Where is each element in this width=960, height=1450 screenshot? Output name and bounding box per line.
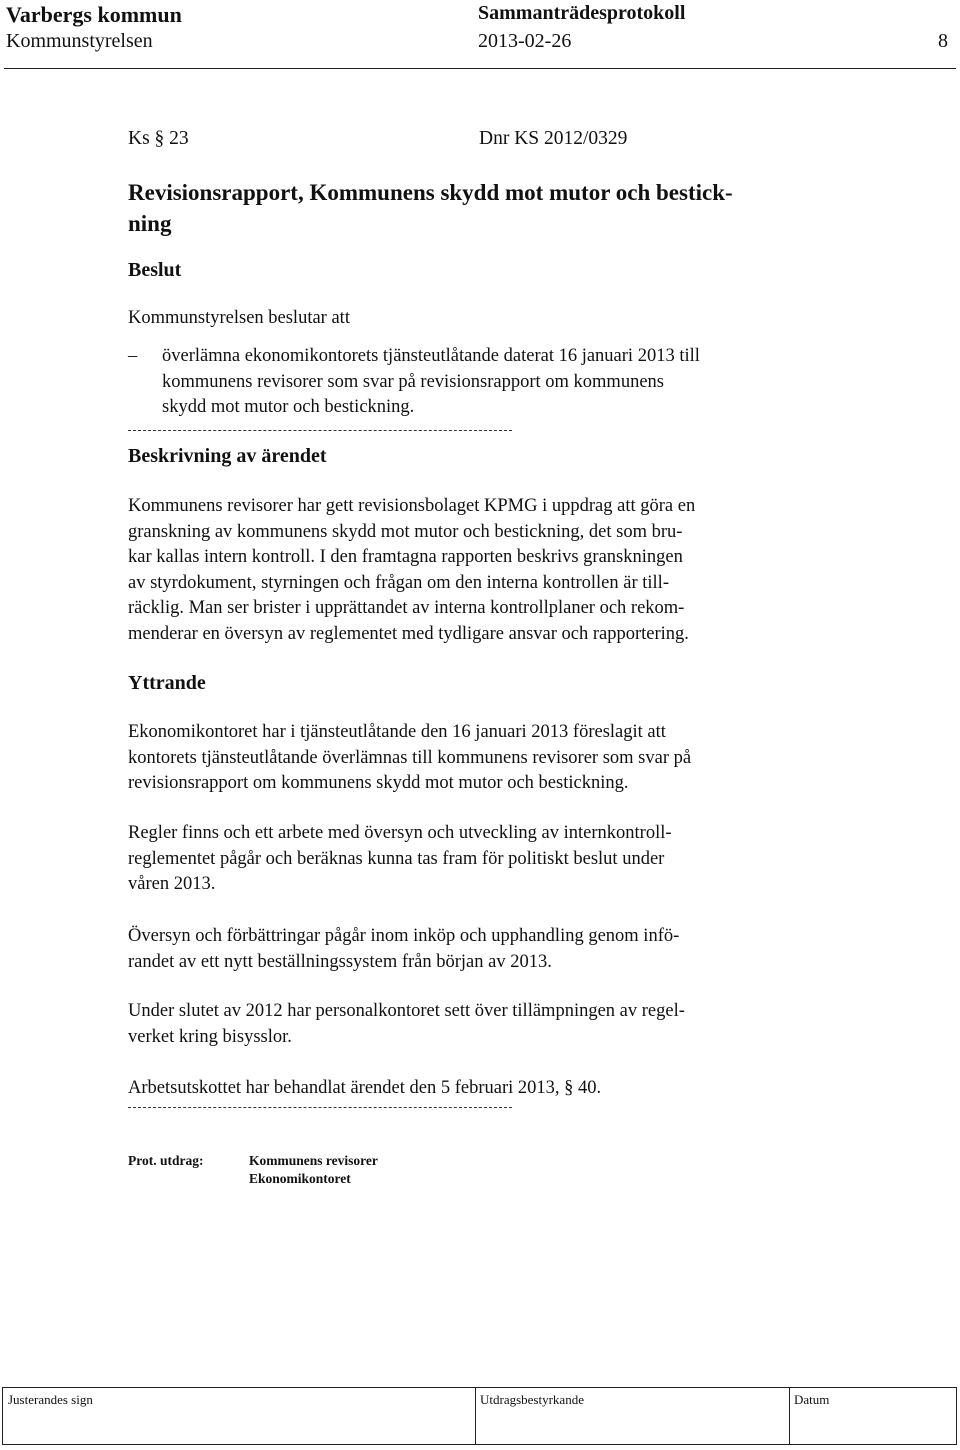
recipient: Kommunens revisorer [249,1153,378,1168]
text-line: kontorets tjänsteutlåtande överlämnas till kommunens revisorer som svar på [128,747,692,768]
case-title-line: Revisionsrapport, Kommunens skydd mot mutor och bestick- [128,180,733,205]
case-title-line: ning [128,211,172,236]
signature-footer [2,1387,957,1445]
meeting-date: 2013-02-26 [478,30,572,52]
case-title [128,177,818,239]
text-line: Översyn och förbättringar pågår inom inköp och upphandling genom infö- [128,926,680,946]
paragraph [128,924,810,975]
certification-cell [475,1388,790,1444]
paragraph-beskrivning [128,494,810,647]
paragraph: Arbetsutskottet har behandlat ärendet den 5 februari 2013, § 40. [128,1078,602,1098]
header-divider [4,68,956,69]
page-number: 8 [938,30,948,52]
text-line: av styrdokument, styrningen och frågan om den interna kontrollen är till- [128,572,669,593]
dashed-separator [128,430,512,431]
date-cell [789,1388,956,1444]
signature-cell [3,1388,476,1444]
case-number: Ks § 23 [128,128,189,149]
text-line: räcklig. Man ser brister i upprättandet av interna kontrollplaner och rekom- [128,598,685,618]
paragraph [128,999,810,1050]
page-header [0,0,960,70]
dashed-separator [128,1107,512,1108]
date-label: Datum [794,1392,830,1407]
dash-bullet: – [128,346,138,366]
protocol-extract-label: Prot. utdrag: [128,1153,204,1168]
text-line: överlämna ekonomikontorets tjänsteutlåtande daterat 16 januari 2013 till [162,346,700,366]
decision-item [128,344,810,421]
document-type: Sammanträdesprotokoll [478,2,686,24]
text-line: våren 2013. [128,874,216,894]
text-line: kar kallas intern kontroll. I den framtagna rapporten beskrivs granskningen [128,547,683,567]
certification-label: Utdragsbestyrkande [480,1392,584,1407]
text-line: granskning av kommunens skydd mot mutor och bestickning, det som bru- [128,521,683,542]
text-line: verket kring bisysslor. [128,1026,292,1047]
organization-name: Varbergs kommun [6,2,182,27]
text-line: Under slutet av 2012 har personalkontoret sett över tillämpningen av regel- [128,1001,685,1021]
section-heading-beskrivning: Beskrivning av ärendet [128,445,327,467]
paragraph [128,720,810,797]
text-line: menderar en översyn av reglementet med tydligare ansvar och rapportering. [128,623,689,644]
text-line: Ekonomikontoret har i tjänsteutlåtande den 16 januari 2013 föreslagit att [128,722,666,742]
signature-label: Justerandes sign [8,1392,93,1407]
protocol-extract-recipients [249,1152,378,1188]
text-line: Kommunens revisorer har gett revisionsbolaget KPMG i uppdrag att göra en [128,496,696,516]
text-line: randet av ett nytt beställningssystem från början av 2013. [128,951,552,972]
paragraph [128,821,810,898]
committee-name: Kommunstyrelsen [6,30,153,52]
text-line: revisionsrapport om kommunens skydd mot mutor och bestickning. [128,773,629,793]
text-line: kommunens revisorer som svar på revisionsrapport om kommunens [162,371,664,392]
text-line: reglementet pågår och beräknas kunna tas fram för politiskt beslut under [128,848,665,869]
section-heading-yttrande: Yttrande [128,672,206,694]
text-line: Regler finns och ett arbete med översyn och utveckling av internkontroll- [128,823,672,843]
diary-number: Dnr KS 2012/0329 [479,128,628,149]
decision-text [162,344,810,421]
decision-intro: Kommunstyrelsen beslutar att [128,308,350,328]
section-heading-beslut: Beslut [128,259,182,281]
recipient: Ekonomikontoret [249,1171,351,1186]
text-line: skydd mot mutor och bestickning. [162,397,415,417]
